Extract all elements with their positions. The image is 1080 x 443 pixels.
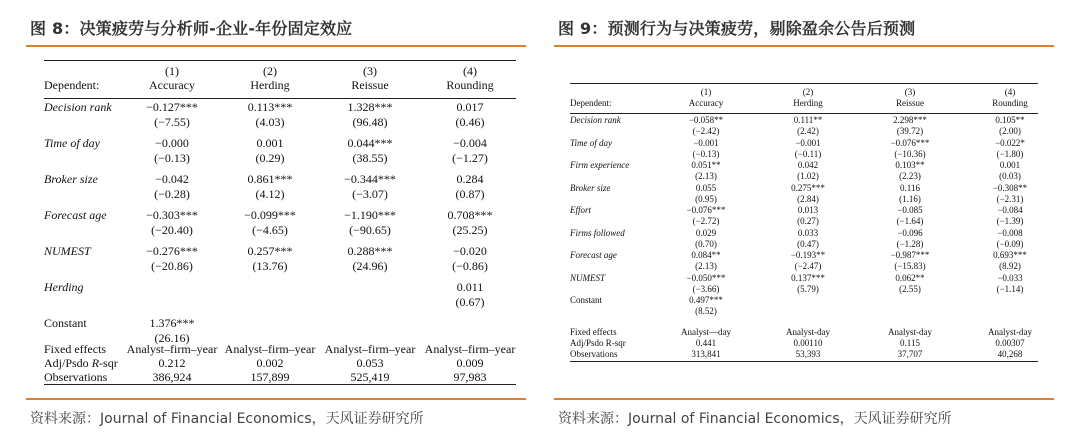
footer-cell: 40,268	[997, 349, 1023, 359]
coefficient-cell: −0.008	[997, 227, 1023, 238]
footer-label: Observations	[44, 370, 108, 384]
coefficient-cell: −0.058**	[688, 115, 724, 125]
coefficient-cell: 0.113***	[247, 100, 293, 114]
coefficient-cell: 0.288***	[347, 244, 393, 258]
table-header-rule	[44, 98, 516, 99]
t-stat-cell: (2.00)	[999, 126, 1021, 136]
footer-label: Adj/Psdo R-sqr	[570, 338, 626, 348]
footer-cell: Analyst-day	[888, 327, 932, 337]
coefficient-cell: −0.022*	[995, 137, 1025, 148]
row-label: Firms followed	[570, 227, 625, 238]
coefficient-cell: −0.987***	[890, 250, 930, 260]
t-stat-cell: (−1.27)	[452, 151, 488, 165]
coefficient-cell: 0.001	[256, 136, 284, 150]
column-header: Rounding	[992, 98, 1028, 108]
figure-8-panel	[26, 0, 526, 443]
t-stat-cell: (0.46)	[455, 115, 485, 129]
t-stat-cell: (4.03)	[255, 115, 285, 129]
coefficient-cell: −0.004	[453, 136, 487, 150]
coefficient-cell: 0.017	[456, 100, 484, 114]
column-header: Herding	[250, 78, 290, 92]
t-stat-cell: (−10.36)	[894, 148, 926, 159]
t-stat-cell: (0.03)	[999, 171, 1021, 181]
t-stat-cell: (−3.07)	[352, 187, 388, 201]
coefficient-cell: 0.062**	[895, 272, 925, 283]
coefficient-cell: 2.298***	[893, 115, 927, 125]
footer-cell: 0.212	[158, 356, 186, 370]
t-stat-cell: (−0.11)	[794, 148, 822, 159]
column-header: Accuracy	[688, 98, 724, 108]
figure-8-title: 图 8：决策疲劳与分析师-企业-年份固定效应	[30, 19, 353, 38]
t-stat-cell: (0.29)	[255, 151, 285, 165]
t-stat-cell: (−15.83)	[894, 261, 926, 271]
row-label: Time of day	[44, 136, 100, 150]
row-label: Broker size	[570, 182, 611, 193]
t-stat-cell: (−0.28)	[154, 187, 190, 201]
row-label: Forecast age	[570, 250, 617, 260]
t-stat-cell: (96.48)	[352, 115, 388, 129]
t-stat-cell: (−1.80)	[996, 148, 1024, 159]
column-number: (3)	[904, 87, 916, 97]
t-stat-cell: (−0.09)	[996, 238, 1024, 249]
row-label: Decision rank	[44, 100, 112, 114]
t-stat-cell: (−90.65)	[349, 223, 391, 237]
footer-cell: 0.053	[356, 356, 384, 370]
row-label: Time of day	[570, 137, 612, 148]
t-stat-cell: (2.55)	[899, 283, 921, 294]
footer-cell: Analyst-day	[786, 327, 830, 337]
footer-cell: 0.002	[256, 356, 284, 370]
footer-cell: 157,899	[250, 370, 290, 384]
footer-cell: 0.009	[456, 356, 484, 370]
figure-9-source: 资料来源：Journal of Financial Economics，天风证券研究所	[558, 411, 952, 427]
row-label: Forecast age	[44, 208, 107, 222]
footer-cell: 53,393	[795, 349, 821, 359]
t-stat-cell: (38.55)	[352, 151, 388, 165]
label-part: R	[91, 356, 100, 370]
bottom-rule	[26, 398, 526, 400]
t-stat-cell: (−2.42)	[692, 126, 720, 136]
coefficient-cell: −0.076***	[686, 205, 726, 215]
footer-cell: Analyst–firm–year	[424, 342, 516, 356]
coefficient-cell: 0.137***	[791, 272, 825, 283]
t-stat-cell: (0.67)	[455, 295, 485, 309]
row-label: Herding	[44, 280, 84, 294]
coefficient-cell: −0.000	[155, 136, 189, 150]
t-stat-cell: (−20.86)	[151, 259, 193, 273]
t-stat-cell: (−1.28)	[896, 238, 924, 249]
t-stat-cell: (−7.55)	[154, 115, 190, 129]
coefficient-cell: −0.020	[453, 244, 487, 258]
coefficient-cell: −0.344***	[344, 172, 396, 186]
coefficient-cell: −0.084	[997, 205, 1023, 215]
figure-8-table	[44, 60, 516, 386]
t-stat-cell: (−1.14)	[996, 283, 1024, 294]
t-stat-cell: (26.16)	[154, 331, 190, 345]
t-stat-cell: (0.47)	[797, 238, 819, 249]
coefficient-cell: −0.076***	[890, 137, 930, 148]
label-part: Adj/Psdo	[44, 356, 92, 370]
t-stat-cell: (−0.13)	[154, 151, 190, 165]
title-underline	[554, 45, 1054, 47]
t-stat-cell: (1.16)	[899, 193, 921, 204]
footer-cell: 0.115	[900, 338, 920, 348]
footer-cell: Analyst—day	[681, 327, 731, 337]
footer-cell: 97,983	[453, 370, 487, 384]
footer-cell: Analyst–firm–year	[224, 342, 316, 356]
footer-cell: Analyst–firm–year	[324, 342, 416, 356]
t-stat-cell: (2.13)	[695, 171, 717, 181]
table-header-rule	[570, 113, 1038, 114]
footer-label: Fixed effects	[570, 327, 617, 337]
column-number: (4)	[463, 64, 477, 78]
title-underline	[26, 45, 526, 47]
coefficient-cell: 0.861***	[247, 172, 293, 186]
t-stat-cell: (4.12)	[255, 187, 285, 201]
t-stat-cell: (2.84)	[797, 193, 819, 204]
row-label: Effort	[570, 205, 592, 215]
t-stat-cell: (−1.64)	[896, 216, 924, 226]
column-number: (1)	[700, 87, 712, 97]
column-number: (1)	[165, 64, 179, 78]
coefficient-cell: 0.001	[999, 160, 1021, 170]
table-bottom-rule	[570, 361, 1038, 362]
coefficient-cell: −0.050***	[686, 272, 726, 283]
footer-cell: 37,707	[897, 349, 923, 359]
coefficient-cell: 0.284	[456, 172, 484, 186]
dependent-label: Dependent:	[570, 98, 612, 108]
coefficient-cell: 0.105**	[995, 115, 1025, 125]
t-stat-cell: (1.02)	[797, 171, 819, 181]
footer-cell: 313,841	[691, 349, 721, 359]
footer-label	[44, 356, 118, 371]
column-header: Accuracy	[149, 78, 195, 92]
coefficient-cell: 0.011	[456, 280, 484, 294]
coefficient-cell: −0.099***	[244, 208, 296, 222]
column-header: Rounding	[446, 78, 494, 92]
coefficient-cell: −0.193**	[790, 250, 826, 260]
coefficient-cell: 0.051**	[691, 160, 721, 170]
column-header: Reissue	[351, 78, 389, 92]
table-top-rule	[570, 83, 1038, 84]
coefficient-cell: 0.693***	[993, 250, 1027, 260]
t-stat-cell: (−4.65)	[252, 223, 288, 237]
coefficient-cell: 1.376***	[149, 316, 195, 330]
t-stat-cell: (2.13)	[695, 261, 717, 271]
column-header: Reissue	[896, 98, 924, 108]
coefficient-cell: 0.013	[797, 205, 819, 215]
t-stat-cell: (0.87)	[455, 187, 485, 201]
coefficient-cell: −0.033	[997, 272, 1023, 283]
coefficient-cell: 0.042	[797, 160, 819, 170]
coefficient-cell: −0.303***	[146, 208, 198, 222]
t-stat-cell: (13.76)	[252, 259, 288, 273]
column-number: (4)	[1004, 87, 1016, 97]
t-stat-cell: (2.23)	[899, 171, 921, 181]
t-stat-cell: (0.27)	[797, 216, 819, 226]
t-stat-cell: (−2.72)	[692, 216, 720, 226]
row-label: Decision rank	[570, 115, 621, 125]
footer-cell: Analyst–firm–year	[126, 342, 218, 356]
coefficient-cell: −0.001	[693, 137, 719, 148]
row-label: Constant	[44, 316, 87, 330]
coefficient-cell: −0.308**	[992, 182, 1028, 193]
t-stat-cell: (8.92)	[999, 261, 1021, 271]
table-top-rule	[44, 60, 516, 61]
coefficient-cell: 0.116	[900, 182, 920, 193]
coefficient-cell: 1.328***	[347, 100, 393, 114]
coefficient-cell: 0.103**	[895, 160, 925, 170]
coefficient-cell: 0.497***	[689, 295, 723, 305]
figure-9-panel	[554, 0, 1054, 443]
t-stat-cell: (24.96)	[352, 259, 388, 273]
label-part: -sqr	[99, 356, 118, 370]
t-stat-cell: (−20.40)	[151, 223, 193, 237]
row-label: Broker size	[44, 172, 98, 186]
coefficient-cell: −0.001	[795, 137, 821, 148]
column-number: (2)	[802, 87, 814, 97]
figure-9-table	[570, 83, 1038, 363]
t-stat-cell: (−0.13)	[692, 148, 720, 159]
row-label: Constant	[570, 295, 603, 305]
coefficient-cell: −0.085	[897, 205, 923, 215]
coefficient-cell: −0.096	[897, 227, 923, 238]
column-number: (2)	[263, 64, 277, 78]
coefficient-cell: 0.257***	[247, 244, 293, 258]
t-stat-cell: (25.25)	[452, 223, 488, 237]
coefficient-cell: −0.127***	[146, 100, 198, 114]
coefficient-cell: 0.111**	[793, 115, 823, 125]
coefficient-cell: 0.033	[797, 227, 819, 238]
footer-label: Observations	[570, 349, 618, 359]
footer-cell: 386,924	[152, 370, 192, 384]
t-stat-cell: (8.52)	[695, 306, 717, 316]
t-stat-cell: (0.95)	[695, 193, 717, 204]
coefficient-cell: 0.084**	[691, 250, 721, 260]
coefficient-cell: 0.708***	[447, 208, 493, 222]
figure-8-source: 资料来源：Journal of Financial Economics，天风证券研究所	[30, 411, 424, 427]
row-label: Firm experience	[570, 160, 630, 170]
row-label: NUMEST	[570, 272, 606, 283]
column-number: (3)	[363, 64, 377, 78]
t-stat-cell: (−0.86)	[452, 259, 488, 273]
coefficient-cell: −0.042	[155, 172, 189, 186]
column-header: Herding	[793, 98, 823, 108]
figure-9-title: 图 9：预测行为与决策疲劳，剔除盈余公告后预测	[558, 19, 916, 38]
coefficient-cell: 0.029	[695, 227, 717, 238]
footer-cell: Analyst-day	[988, 327, 1032, 337]
dependent-label: Dependent:	[44, 78, 100, 92]
footer-cell: 0.00110	[793, 338, 823, 348]
footer-label: Fixed effects	[44, 342, 107, 356]
t-stat-cell: (−2.47)	[794, 261, 822, 271]
t-stat-cell: (39.72)	[896, 126, 924, 136]
t-stat-cell: (0.70)	[695, 238, 717, 249]
footer-cell: 0.00307	[995, 338, 1025, 348]
t-stat-cell: (−1.39)	[996, 216, 1024, 226]
row-label: NUMEST	[44, 244, 91, 258]
coefficient-cell: 0.044***	[347, 136, 393, 150]
t-stat-cell: (−3.66)	[692, 283, 720, 294]
coefficient-cell: −1.190***	[344, 208, 396, 222]
coefficient-cell: 0.055	[695, 182, 717, 193]
coefficient-cell: −0.276***	[146, 244, 198, 258]
t-stat-cell: (5.79)	[797, 283, 819, 294]
bottom-rule	[554, 398, 1054, 400]
t-stat-cell: (2.42)	[797, 126, 819, 136]
t-stat-cell: (−2.31)	[996, 193, 1024, 204]
footer-cell: 0.441	[695, 338, 717, 348]
footer-cell: 525,419	[350, 370, 390, 384]
coefficient-cell: 0.275***	[791, 182, 825, 193]
